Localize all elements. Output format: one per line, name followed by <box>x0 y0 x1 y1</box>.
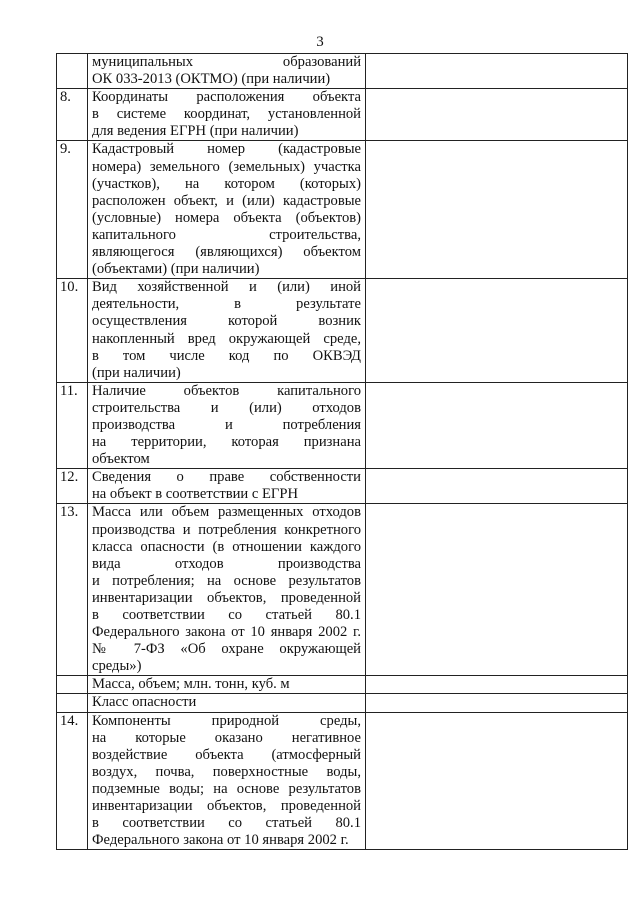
table-row <box>57 694 628 712</box>
description-line: ОК 033-2013 (ОКТМО) (при наличии) <box>92 71 331 88</box>
row-value-cell[interactable] <box>366 469 628 504</box>
row-number: 10. <box>57 279 88 383</box>
description-line: воздух, почва, поверхностные воды, <box>92 763 361 780</box>
description-line: осуществления которой возник <box>92 313 361 330</box>
description-text <box>92 141 361 278</box>
description-text <box>92 279 361 382</box>
description-line: (условные) номера объекта (объектов) <box>92 209 361 226</box>
row-number <box>57 54 88 89</box>
description-line: Сведения о праве собственности <box>92 469 361 486</box>
description-text <box>92 713 361 850</box>
table-row <box>57 504 628 676</box>
row-value-cell[interactable] <box>366 54 628 89</box>
table-row <box>57 676 628 694</box>
description-line: Масса или объем размещенных отходов <box>92 504 361 521</box>
description-line: Масса, объем; млн. тонн, куб. м <box>92 676 290 693</box>
description-line: (участков), на котором (которых) <box>92 175 361 192</box>
description-line: инвентаризации объектов, проведенной <box>92 798 361 815</box>
description-line: (объектами) (при наличии) <box>92 261 260 278</box>
row-number: 12. <box>57 469 88 504</box>
table-row <box>57 712 628 850</box>
row-value-cell[interactable] <box>366 141 628 279</box>
row-number <box>57 694 88 712</box>
table-row <box>57 279 628 383</box>
table-row <box>57 382 628 468</box>
description-line: накопленный вред окружающей среде, <box>92 330 361 347</box>
description-line: (при наличии) <box>92 364 181 381</box>
table-body <box>57 54 628 850</box>
description-line: капитального строительства, <box>92 226 361 243</box>
description-line: Федерального закона от 10 января 2002 г. <box>92 832 349 849</box>
description-text <box>92 383 361 468</box>
description-line: инвентаризации объектов, проведенной <box>92 589 361 606</box>
row-value-cell[interactable] <box>366 89 628 141</box>
table-row <box>57 469 628 504</box>
description-line: номера) земельного (земельных) участка <box>92 158 361 175</box>
description-line: Наличие объектов капитального <box>92 382 361 399</box>
description-line: производства и потребления <box>92 416 361 433</box>
row-description <box>88 504 366 676</box>
row-value-cell[interactable] <box>366 694 628 712</box>
description-line: подземные воды; на основе результатов <box>92 780 361 797</box>
description-line: муниципальных образований <box>92 54 361 70</box>
table-row <box>57 141 628 279</box>
row-description <box>88 676 366 694</box>
description-line: Кадастровый номер (кадастровые <box>92 141 361 158</box>
description-line: для ведения ЕГРН (при наличии) <box>92 123 299 140</box>
row-description <box>88 694 366 712</box>
form-table <box>56 53 628 850</box>
row-value-cell[interactable] <box>366 279 628 383</box>
table-row <box>57 89 628 141</box>
description-line: вида отходов производства <box>92 555 361 572</box>
row-description <box>88 382 366 468</box>
description-text <box>92 469 361 503</box>
row-value-cell[interactable] <box>366 504 628 676</box>
description-line: в системе координат, установленной <box>92 106 361 123</box>
page-number: 3 <box>316 34 324 50</box>
description-text <box>92 676 361 693</box>
table-row <box>57 54 628 89</box>
description-line: Координаты расположения объекта <box>92 89 361 106</box>
description-text <box>92 89 361 140</box>
description-text <box>92 504 361 675</box>
description-line: производства и потребления конкретного <box>92 521 361 538</box>
description-line: класса опасности (в отношении каждого <box>92 538 361 555</box>
row-description <box>88 89 366 141</box>
description-line: среды») <box>92 658 142 675</box>
row-description <box>88 279 366 383</box>
description-line: № 7-ФЗ «Об охране окружающей <box>92 641 361 658</box>
row-description <box>88 54 366 89</box>
description-line: деятельности, в результате <box>92 296 361 313</box>
description-line: Класс опасности <box>92 694 197 711</box>
description-line: являющегося (являющихся) объектом <box>92 244 361 261</box>
description-line: на объект в соответствии с ЕГРН <box>92 486 299 503</box>
description-line: в соответствии со статьей 80.1 <box>92 607 361 623</box>
row-number <box>57 676 88 694</box>
description-line: и потребления; на основе результатов <box>92 572 361 589</box>
description-text <box>92 54 361 88</box>
description-line: Компоненты природной среды, <box>92 712 361 729</box>
row-value-cell[interactable] <box>366 712 628 850</box>
row-description <box>88 469 366 504</box>
description-line: на которые оказано негативное <box>92 729 361 746</box>
description-line: расположен объект, и (или) кадастровые <box>92 192 361 209</box>
row-description <box>88 712 366 850</box>
row-value-cell[interactable] <box>366 676 628 694</box>
row-number: 14. <box>57 712 88 850</box>
row-description <box>88 141 366 279</box>
description-text <box>92 694 361 711</box>
description-line: в том числе код по ОКВЭД <box>92 347 361 364</box>
row-value-cell[interactable] <box>366 382 628 468</box>
description-line: Вид хозяйственной и (или) иной <box>92 279 361 296</box>
description-line: Федерального закона от 10 января 2002 г. <box>92 624 361 641</box>
description-line: воздействие объекта (атмосферный <box>92 746 361 763</box>
row-number: 13. <box>57 504 88 676</box>
description-line: объектом <box>92 451 150 468</box>
description-line: на территории, которая признана <box>92 434 361 451</box>
row-number: 8. <box>57 89 88 141</box>
description-line: в соответствии со статьей 80.1 <box>92 815 361 832</box>
row-number: 11. <box>57 382 88 468</box>
description-line: строительства и (или) отходов <box>92 399 361 416</box>
row-number: 9. <box>57 141 88 279</box>
